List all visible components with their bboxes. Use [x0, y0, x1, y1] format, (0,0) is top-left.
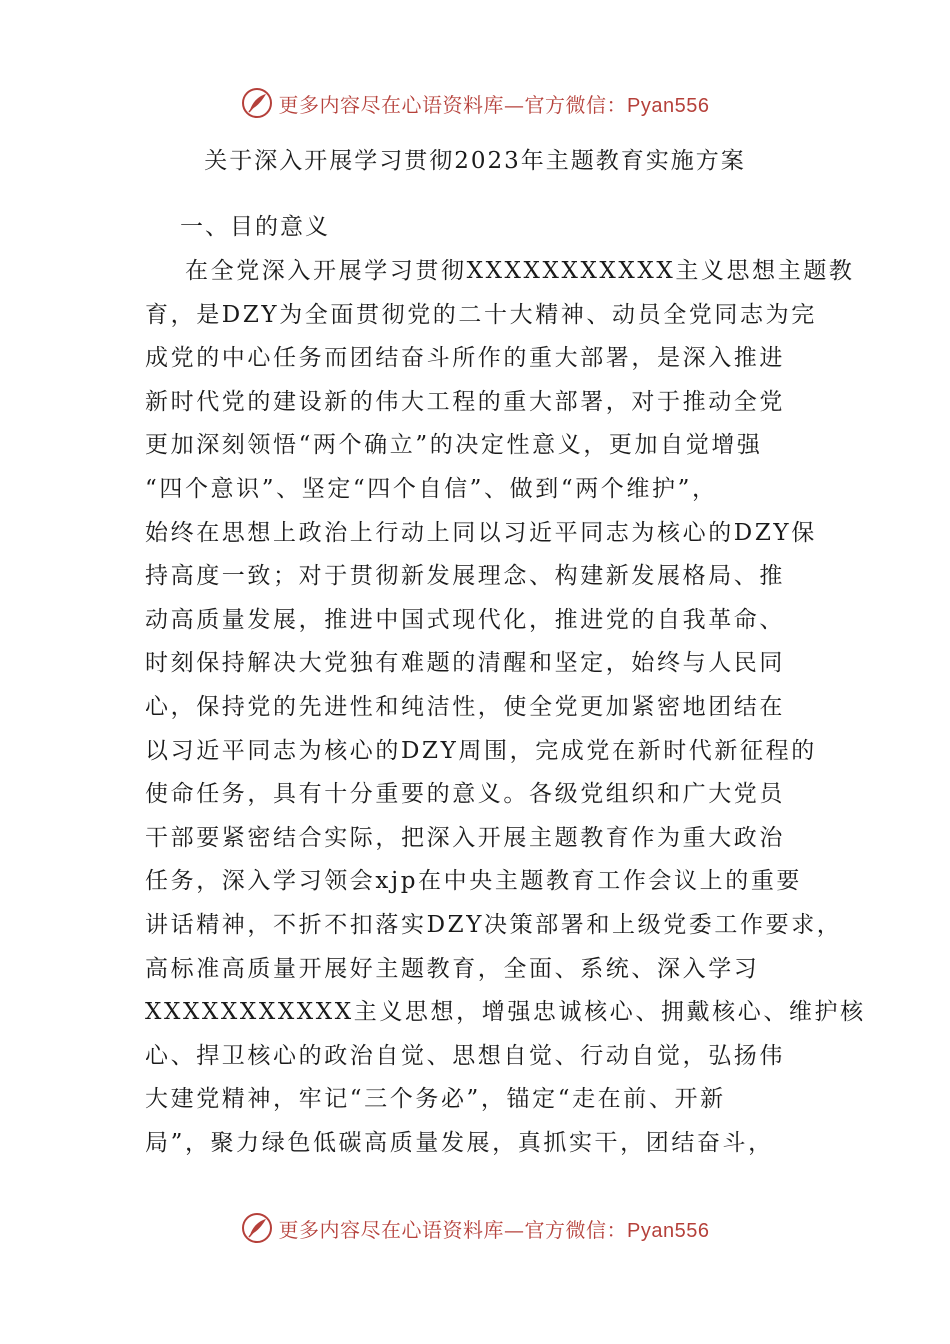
quill-logo-icon [241, 87, 273, 119]
paragraph-line: 使命任务，具有十分重要的意义。各级党组织和广大党员 [145, 781, 785, 807]
paragraph-line: 心、捍卫核心的政治自觉、思想自觉、行动自觉，弘扬伟 [145, 1043, 785, 1069]
paragraph-line: 新时代党的建设新的伟大工程的重大部署，对于推动全党 [145, 389, 785, 415]
paragraph-line: 心，保持党的先进性和纯洁性，使全党更加紧密地团结在 [145, 694, 785, 720]
paragraph-line: 大建党精神，牢记“三个务必”，锚定“走在前、开新 [145, 1086, 726, 1112]
paragraph-line: XXXXXXXXXXX主义思想，增强忠诚核心、拥戴核心、维护核 [145, 999, 866, 1025]
paragraph-line: 动高质量发展，推进中国式现代化，推进党的自我革命、 [145, 607, 785, 633]
paragraph-line: 讲话精神，不折不扣落实DZY决策部署和上级党委工作要求， [145, 912, 843, 938]
watermark-banner-bottom [0, 1208, 950, 1248]
paragraph-line: 在全党深入开展学习贯彻XXXXXXXXXXX主义思想主题教 [185, 258, 855, 284]
paragraph-line: 以习近平同志为核心的DZY周围，完成党在新时代新征程的 [145, 738, 817, 764]
paragraph-line: “四个意识”、坚定“四个自信”、做到“两个维护”， [145, 476, 718, 502]
paragraph-line: 任务，深入学习领会xjp在中央主题教育工作会议上的重要 [145, 868, 803, 894]
paragraph-line: 始终在思想上政治上行动上同以习近平同志为核心的DZY保 [145, 520, 817, 546]
paragraph-line: 持高度一致；对于贯彻新发展理念、构建新发展格局、推 [145, 563, 785, 589]
paragraph-line: 时刻保持解决大党独有难题的清醒和坚定，始终与人民同 [145, 650, 785, 676]
paragraph-line: 育，是DZY为全面贯彻党的二十大精神、动员全党同志为完 [145, 302, 817, 328]
watermark-wechat-id: Pyan556 [627, 1219, 710, 1242]
paragraph-line: 成党的中心任务而团结奋斗所作的重大部署，是深入推进 [145, 345, 785, 371]
watermark-banner-top [0, 83, 950, 123]
document-title: 关于深入开展学习贯彻2023年主题教育实施方案 [204, 148, 746, 174]
section-heading: 一、目的意义 [180, 214, 330, 240]
quill-logo-icon [241, 1212, 273, 1244]
paragraph-line: 更加深刻领悟“两个确立”的决定性意义，更加自觉增强 [145, 432, 763, 458]
watermark-wechat-id: Pyan556 [627, 94, 710, 117]
paragraph-line: 干部要紧密结合实际，把深入开展主题教育作为重大政治 [145, 825, 785, 851]
paragraph-line: 高标准高质量开展好主题教育，全面、系统、深入学习 [145, 956, 760, 982]
watermark-text: 更多内容尽在心语资料库—官方微信：Pyan556 [278, 92, 710, 117]
watermark-text: 更多内容尽在心语资料库—官方微信：Pyan556 [278, 1217, 710, 1242]
paragraph-line: 局”，聚力绿色低碳高质量发展，真抓实干，团结奋斗， [145, 1130, 774, 1156]
